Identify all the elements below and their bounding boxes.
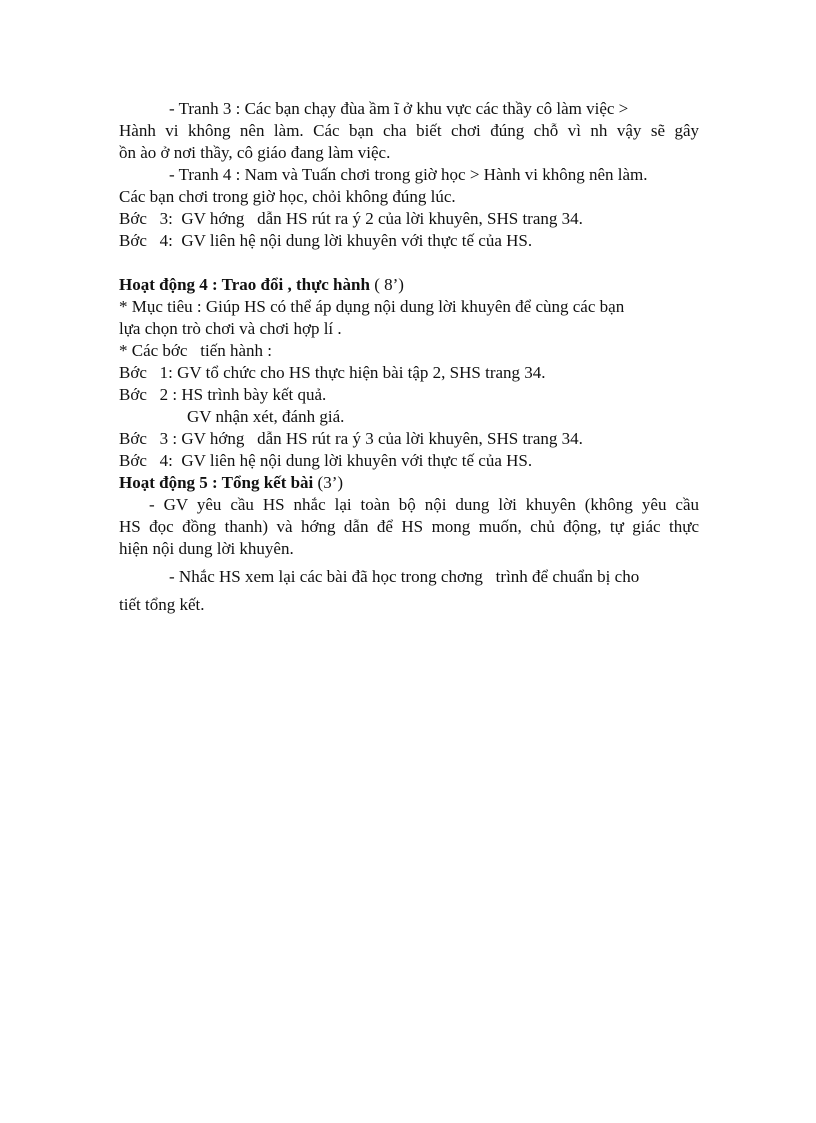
text-line: Các bạn chơi trong giờ học, chỏi không đúng lúc. xyxy=(119,187,456,206)
text-line: - Nhắc HS xem lại các bài đã học trong chơng trình để chuẩn bị cho xyxy=(169,567,640,586)
step-line: Bớc 3 : GV hớng dẫn HS rút ra ý 3 của lời khuyên, SHS trang 34. xyxy=(119,429,583,448)
step-line: Bớc 4: GV liên hệ nội dung lời khuyên với thực tế của HS. xyxy=(119,451,533,470)
text-line: lựa chọn trò chơi và chơi hợp lí . xyxy=(119,319,342,338)
spacer xyxy=(119,252,699,274)
text-line: ồn ào ở nơi thầy, cô giáo đang làm việc. xyxy=(119,143,391,162)
text-line: tiết tổng kết. xyxy=(119,595,205,614)
activity-5-heading xyxy=(119,472,699,494)
text-line: Bớc 3: GV hớng dẫn HS rút ra ý 2 của lời khuyên, SHS trang 34. xyxy=(119,209,583,228)
activity-4-title: Hoạt động 4 : Trao đổi , thực hành xyxy=(119,275,370,294)
text-line: hiện nội dung lời khuyên. xyxy=(119,539,294,558)
text-line: Hành vi không nên làm. Các bạn cha biết chơi đúng chỗ vì nh vậy sẽ gây xyxy=(119,121,699,140)
text-line: Bớc 4: GV liên hệ nội dung lời khuyên với thực tế của HS. xyxy=(119,231,533,250)
text-line: - Tranh 3 : Các bạn chạy đùa ầm ĩ ở khu vực các thầy cô làm việc > xyxy=(169,99,629,118)
step-line: Bớc 1: GV tổ chức cho HS thực hiện bài tập 2, SHS trang 34. xyxy=(119,363,546,382)
step-line: Bớc 2 : HS trình bày kết quả. xyxy=(119,385,327,404)
activity-5-time: (3’) xyxy=(313,473,344,492)
document-page xyxy=(119,98,699,616)
text-line: * Mục tiêu : Giúp HS có thể áp dụng nội dung lời khuyên để cùng các bạn xyxy=(119,297,625,316)
text-line: - Tranh 4 : Nam và Tuấn chơi trong giờ học > Hành vi không nên làm. xyxy=(169,165,648,184)
text-line: HS đọc đồng thanh) và hớng dẫn để HS mong muốn, chủ động, tự giác thực xyxy=(119,517,699,536)
activity-4-time: ( 8’) xyxy=(369,275,404,294)
activity-5-title: Hoạt động 5 : Tổng kết bài xyxy=(119,473,314,492)
text-line: - GV yêu cầu HS nhắc lại toàn bộ nội dung lời khuyên (không yêu cầu xyxy=(149,495,699,514)
activity-4-heading xyxy=(119,274,699,296)
text-line: * Các bớc tiến hành : xyxy=(119,341,272,360)
step-line: GV nhận xét, đánh giá. xyxy=(187,407,345,426)
